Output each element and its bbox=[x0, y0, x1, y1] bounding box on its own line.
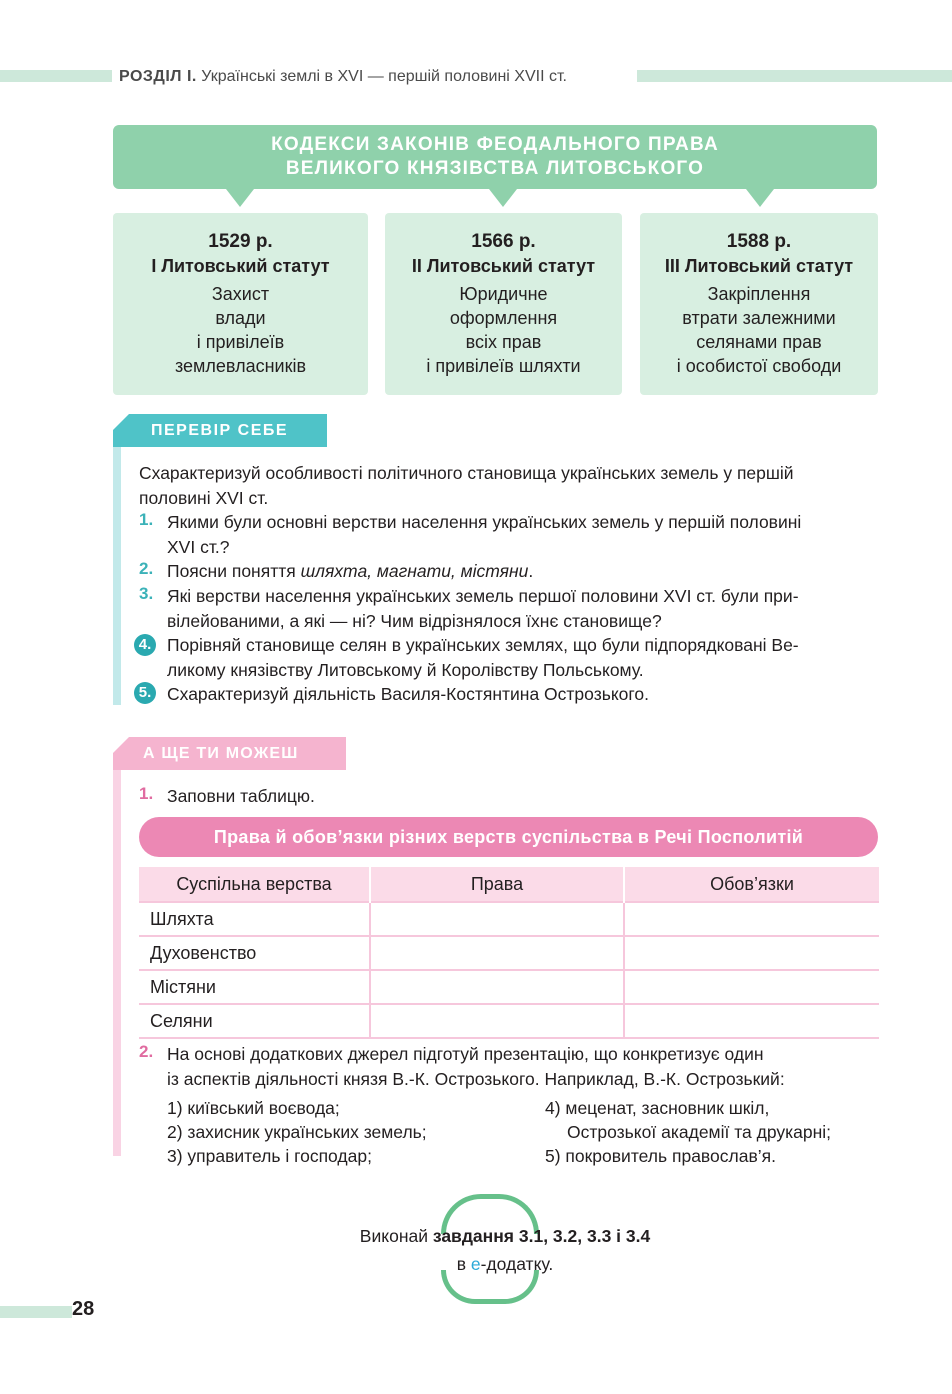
question-line: Якими були основні верстви населення українських земель у першій половині bbox=[167, 512, 802, 532]
codex-title-banner bbox=[113, 125, 877, 189]
statute-desc-line: втрати залежними bbox=[682, 308, 836, 328]
statute-name: ІІ Литовський статут bbox=[411, 256, 596, 276]
e-letter: е bbox=[470, 1254, 481, 1274]
statute-card-1 bbox=[113, 213, 368, 395]
statute-card-3 bbox=[640, 213, 878, 395]
statute-name: ІІІ Литовський статут bbox=[664, 256, 854, 276]
question-4 bbox=[167, 633, 799, 682]
header-bar-left bbox=[0, 70, 112, 82]
table-cell-empty bbox=[370, 970, 624, 1004]
question-line: Які верстви населення українських земель першої половини XVI ст. були при- bbox=[167, 586, 799, 606]
running-header bbox=[119, 68, 567, 86]
arrow-down-icon bbox=[226, 189, 254, 207]
question-3 bbox=[167, 584, 799, 633]
check-intro bbox=[139, 461, 794, 510]
e-supplement-text: Виконай bbox=[359, 1226, 433, 1246]
e-supplement-line2[interactable] bbox=[300, 1254, 710, 1275]
e-supplement-line1 bbox=[300, 1226, 710, 1247]
arrow-down-icon bbox=[489, 189, 517, 207]
question-number: 2. bbox=[139, 559, 154, 578]
table-row-label: Містяни bbox=[139, 970, 370, 1004]
statute-description bbox=[113, 282, 368, 378]
question-line: вілейованими, а які — ні? Чим відрізнялося їхнє становище? bbox=[167, 610, 662, 631]
page-number: 28 bbox=[72, 1298, 95, 1320]
section-label: РОЗДІЛ І. bbox=[119, 68, 197, 85]
question-5: Схарактеризуй діяльність Василя-Костянтина Острозького. bbox=[167, 684, 650, 704]
statute-name: І Литовський статут bbox=[151, 256, 330, 276]
table-cell-empty bbox=[370, 1004, 624, 1038]
table-cell-empty bbox=[624, 970, 879, 1004]
e-supplement-tasks: завдання 3.1, 3.2, 3.3 і 3.4 bbox=[432, 1226, 651, 1246]
statute-desc-line: влади bbox=[215, 308, 266, 328]
question-line: XVI ст.? bbox=[167, 536, 230, 557]
table-row bbox=[139, 902, 879, 936]
statute-year: 1588 р. bbox=[726, 231, 792, 252]
check-yourself-label: ПЕРЕВІР СЕБЕ bbox=[151, 422, 289, 439]
table-title-banner: Права й обов’язки різних верств суспільства в Речі Посполитій bbox=[139, 817, 878, 857]
options-right bbox=[545, 1096, 831, 1168]
table-header-row bbox=[139, 867, 879, 902]
statute-desc-line: Закріплення bbox=[707, 284, 811, 304]
table-header-cell: Суспільна верства bbox=[139, 867, 370, 902]
statute-desc-line: Захист bbox=[211, 284, 270, 304]
question-number: 1. bbox=[139, 510, 154, 529]
extra-tasks-label: А ЩЕ ТИ МОЖЕШ bbox=[143, 745, 299, 762]
question-number: 3. bbox=[139, 584, 154, 603]
e-supplement-text: -додатку. bbox=[480, 1254, 554, 1274]
codex-title-line1: КОДЕКСИ ЗАКОНІВ ФЕОДАЛЬНОГО ПРАВА bbox=[271, 134, 719, 155]
codex-title-line2: ВЕЛИКОГО КНЯЗІВСТВА ЛИТОВСЬКОГО bbox=[285, 158, 705, 179]
e-supplement-text: в bbox=[456, 1254, 471, 1274]
table-cell-empty bbox=[624, 1004, 879, 1038]
table-row-label: Шляхта bbox=[139, 902, 370, 936]
table-header-cell: Обов’язки bbox=[624, 867, 879, 902]
option-item: 3) управитель і господар; bbox=[167, 1146, 372, 1166]
table-header-cell: Права bbox=[370, 867, 624, 902]
statute-description bbox=[385, 282, 622, 378]
table-cell-empty bbox=[370, 902, 624, 936]
question-terms: шляхта, магнати, містяни bbox=[300, 561, 529, 581]
statute-year: 1529 р. bbox=[208, 231, 273, 252]
table-row bbox=[139, 970, 879, 1004]
table-row bbox=[139, 1004, 879, 1038]
statute-desc-line: всіх прав bbox=[465, 332, 542, 352]
check-intro-line: Схарактеризуй особливості політичного становища українських земель у першій bbox=[139, 463, 794, 483]
check-side-bar bbox=[113, 447, 121, 705]
question-number-badge: 5. bbox=[134, 682, 156, 704]
section-title: Українські землі в XVI — першій половині XVII ст. bbox=[201, 68, 567, 85]
rights-table bbox=[139, 867, 879, 1039]
table-cell-empty bbox=[370, 936, 624, 970]
task-line: із аспектів діяльності князя В.-К. Острозького. Наприклад, В.-К. Острозький: bbox=[167, 1068, 785, 1089]
question-2 bbox=[167, 559, 533, 584]
table-row-label: Селяни bbox=[139, 1004, 370, 1038]
question-line: Порівняй становище селян в українських землях, що були підпорядковані Ве- bbox=[167, 635, 799, 655]
statute-desc-line: і привілеїв bbox=[196, 332, 285, 352]
option-item: 2) захисник українських земель; bbox=[167, 1122, 427, 1142]
option-item: 1) київський воєвода; bbox=[167, 1098, 340, 1118]
statute-desc-line: оформлення bbox=[449, 308, 558, 328]
task-number: 1. bbox=[139, 784, 154, 803]
option-item: 5) покровитель православ’я. bbox=[545, 1146, 776, 1166]
task-1-text: Заповни таблицю. bbox=[167, 786, 315, 806]
statute-year: 1566 р. bbox=[471, 231, 536, 252]
task-line: На основі додаткових джерел підготуй презентацію, що конкретизує один bbox=[167, 1044, 764, 1064]
header-bar-right bbox=[637, 70, 952, 82]
statute-desc-line: і привілеїв шляхти bbox=[426, 356, 581, 376]
question-text: . bbox=[528, 561, 534, 581]
table-cell-empty bbox=[624, 902, 879, 936]
page-number-bar bbox=[0, 1306, 72, 1318]
e-supplement-ring-bottom bbox=[441, 1270, 539, 1304]
statute-desc-line: землевласників bbox=[174, 356, 307, 376]
task-number: 2. bbox=[139, 1042, 154, 1061]
table-cell-empty bbox=[624, 936, 879, 970]
question-line: ликому князівству Литовському й Королівству Польському. bbox=[167, 659, 644, 680]
statute-card-2 bbox=[385, 213, 622, 395]
table-row bbox=[139, 936, 879, 970]
statute-desc-line: і особистої свободи bbox=[676, 356, 842, 376]
option-item: 4) меценат, засновник шкіл, bbox=[545, 1098, 770, 1118]
question-text: Поясни поняття bbox=[167, 561, 301, 581]
question-1 bbox=[167, 510, 801, 559]
statute-desc-line: Юридичне bbox=[459, 284, 548, 304]
option-item: Острозької академії та друкарні; bbox=[567, 1122, 832, 1142]
task-2-text bbox=[167, 1042, 785, 1091]
question-number-badge: 4. bbox=[134, 634, 156, 656]
options-left bbox=[167, 1096, 427, 1168]
arrow-down-icon bbox=[746, 189, 774, 207]
table-row-label: Духовенство bbox=[139, 936, 370, 970]
statute-desc-line: селянами прав bbox=[696, 332, 822, 352]
statute-description bbox=[640, 282, 878, 378]
check-intro-line: половині XVI ст. bbox=[139, 487, 269, 508]
extra-side-bar bbox=[113, 770, 121, 1156]
